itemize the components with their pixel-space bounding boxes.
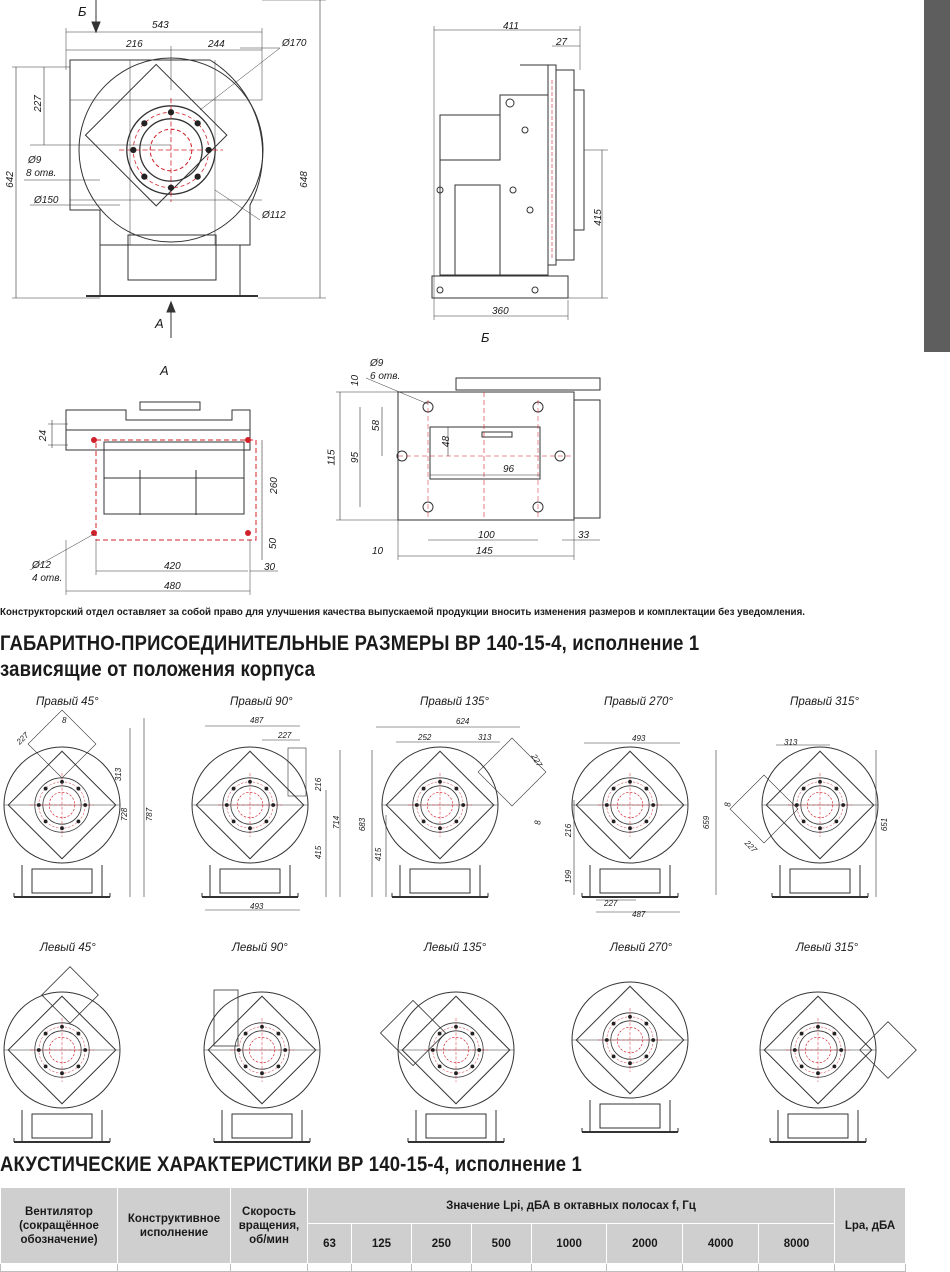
dim-480: 480 (164, 581, 181, 592)
col-lpa: Lpa, дБА (835, 1188, 906, 1264)
pos-right-90-d5: 415 (314, 845, 324, 860)
pos-right-270-d5: 227 (604, 899, 618, 908)
pos-right-270-d3: 659 (702, 815, 712, 830)
dim-50: 50 (268, 537, 280, 550)
dim-outlet-96: 96 (503, 464, 515, 475)
section-subtitle-dimensions: зависящие от положения корпуса (0, 658, 316, 681)
dim-420: 420 (164, 561, 181, 572)
dim-outlet-100: 100 (478, 530, 495, 541)
dim-hole-12: Ø12 (32, 560, 51, 571)
col-lpi: Значение Lpi, дБА в октавных полосах f, Гц (308, 1188, 835, 1224)
dim-outlet-115: 115 (326, 449, 338, 466)
pos-right-135-d7: 8 (533, 820, 543, 825)
notice-text: Конструкторский отдел оставляет за собой право для улучшения качества выпускаемой продукции вносить изменения размеров и комплектации без уведомления. (0, 606, 805, 618)
pos-right-90-d4: 714 (332, 815, 342, 830)
section-title-acoustic: АКУСТИЧЕСКИЕ ХАРАКТЕРИСТИКИ ВР 140-15-4, исполнение 1 (0, 1153, 582, 1176)
dim-150: Ø150 (34, 195, 59, 206)
view-marker-a: А (155, 316, 164, 331)
dim-outlet-145: 145 (476, 546, 493, 557)
band-2000: 2000 (607, 1224, 683, 1264)
positions-left-row (4, 967, 916, 1142)
dim-hole-count-4: 4 отв. (32, 573, 63, 584)
pos-right-45-d5: 787 (145, 807, 155, 822)
dim-360: 360 (492, 306, 509, 317)
pos-left-45-label: Левый 45° (40, 942, 96, 954)
section-title-dimensions: ГАБАРИТНО-ПРИСОЕДИНИТЕЛЬНЫЕ РАЗМЕРЫ ВР 140-15-4, исполнение 1 (0, 632, 700, 655)
dim-24: 24 (38, 429, 50, 442)
dim-30: 30 (264, 562, 276, 573)
pos-right-45-d3: 313 (114, 767, 124, 782)
pos-right-45-d4: 728 (120, 807, 130, 822)
dim-outlet-10-bottom: 10 (372, 546, 384, 557)
pos-right-135-d4: 227 (529, 752, 544, 769)
pos-right-315-d2: 8 (723, 802, 733, 807)
acoustic-table (0, 1187, 906, 1272)
dim-outlet-95: 95 (350, 451, 362, 464)
pos-right-270-d6: 487 (632, 910, 646, 919)
dim-outlet-10-top: 10 (350, 374, 362, 387)
pos-left-135-label: Левый 135° (424, 942, 487, 954)
dim-27: 27 (556, 37, 568, 48)
pos-right-270-d4: 199 (564, 869, 574, 884)
pos-right-135-d1: 624 (456, 717, 470, 726)
pos-left-270-label: Левый 270° (610, 942, 673, 954)
dim-411: 411 (503, 21, 519, 32)
pos-right-90-label: Правый 90° (230, 696, 293, 708)
view-marker-a-bottom: А (160, 363, 169, 378)
pos-right-135-d2: 252 (418, 733, 432, 742)
dim-hole-count: 8 отв. (26, 168, 57, 179)
view-marker-b-side: Б (481, 330, 490, 345)
dim-outlet-58: 58 (371, 419, 383, 432)
pos-left-90-label: Левый 90° (232, 942, 288, 954)
pos-right-315-d3: 227 (742, 838, 759, 855)
dim-642: 642 (4, 171, 16, 188)
band-500: 500 (471, 1224, 531, 1264)
dim-227: 227 (32, 95, 44, 112)
pos-right-315-d4: 651 (880, 817, 890, 832)
dim-543: 543 (152, 20, 169, 31)
dim-outlet-hole: Ø9 (370, 358, 384, 369)
dim-415: 415 (592, 209, 604, 226)
band-125: 125 (352, 1224, 412, 1264)
pos-right-135-d6: 415 (374, 847, 384, 862)
dim-outlet-33: 33 (578, 530, 590, 541)
dim-648: 648 (298, 171, 310, 188)
pos-right-135-d5: 683 (358, 817, 368, 832)
band-63: 63 (308, 1224, 352, 1264)
pos-right-45-d1: 8 (62, 716, 67, 725)
band-1000: 1000 (531, 1224, 607, 1264)
col-design: Конструктивное исполнение (118, 1188, 231, 1264)
pos-right-90-d1: 487 (250, 716, 264, 725)
pos-right-45-label: Правый 45° (36, 696, 99, 708)
dim-outlet-hole-count: 6 отв. (370, 371, 401, 382)
pos-right-315-label: Правый 315° (790, 696, 859, 708)
pos-right-90-d6: 493 (250, 902, 264, 911)
band-4000: 4000 (683, 1224, 759, 1264)
table-row (1, 1264, 906, 1272)
pos-right-135-d3: 313 (478, 733, 492, 742)
pos-left-315-label: Левый 315° (796, 942, 859, 954)
pos-right-90-d2: 227 (278, 731, 292, 740)
dim-hole-9: Ø9 (28, 155, 42, 166)
pos-right-315-d1: 313 (784, 738, 798, 747)
dim-outlet-48: 48 (441, 435, 453, 448)
col-speed: Скорость вращения, об/мин (231, 1188, 308, 1264)
pos-right-270-d1: 493 (632, 734, 646, 743)
dim-216: 216 (126, 39, 143, 50)
view-marker-b-top: Б (78, 4, 87, 19)
band-250: 250 (411, 1224, 471, 1264)
dim-112: Ø112 (262, 210, 286, 221)
dim-244: 244 (208, 39, 225, 50)
pos-right-90-d3: 216 (314, 777, 324, 792)
dim-170: Ø170 (282, 38, 307, 49)
pos-right-135-label: Правый 135° (420, 696, 489, 708)
band-8000: 8000 (759, 1224, 835, 1264)
col-fan: Вентилятор (сокращённое обозначение) (1, 1188, 118, 1264)
pos-right-45-d2: 227 (14, 730, 31, 747)
dim-260: 260 (268, 477, 280, 494)
pos-right-270-label: Правый 270° (604, 696, 673, 708)
pos-right-270-d2: 216 (564, 823, 574, 838)
